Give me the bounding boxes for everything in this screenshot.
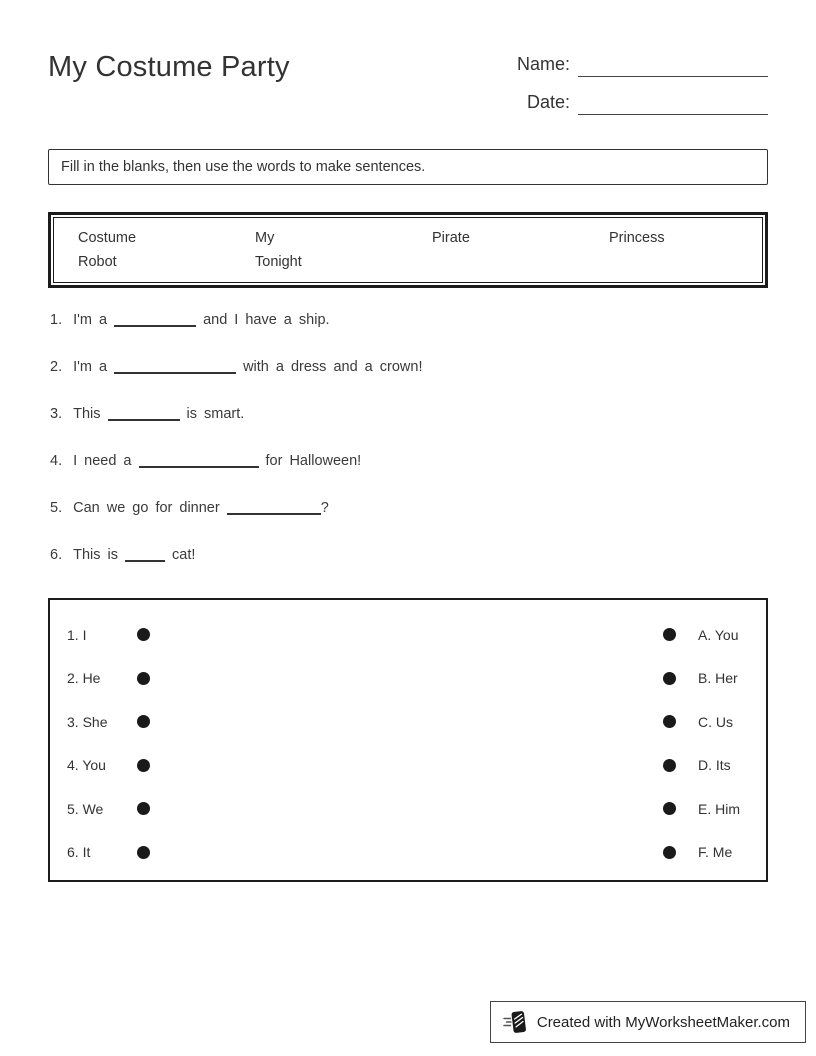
match-left-label: 3. She [67, 713, 108, 730]
sentence-1 [50, 312, 768, 359]
match-right-dot[interactable] [663, 759, 676, 772]
instruction-text: Fill in the blanks, then use the words to make sentences. [61, 159, 426, 175]
name-row [500, 50, 768, 77]
match-right-dot[interactable] [663, 628, 676, 641]
sentence-number: 4. [50, 453, 63, 469]
match-row-5 [67, 787, 754, 831]
match-left-dot[interactable] [137, 802, 150, 815]
match-right-label: A. You [698, 626, 739, 643]
match-left-label: 1. I [67, 626, 87, 643]
date-label: Date: [526, 92, 570, 112]
word-bank [48, 212, 768, 288]
match-row-6 [67, 831, 754, 875]
sentence-number: 1. [50, 312, 63, 328]
match-right-label: F. Me [698, 844, 733, 861]
date-line[interactable] [578, 89, 768, 115]
sentence-text-after: and I have a ship. [203, 312, 330, 328]
sentence-number: 3. [50, 406, 63, 422]
word-bank-inner [53, 217, 763, 283]
match-row-2 [67, 657, 754, 701]
worksheet-maker-logo-icon [503, 1009, 529, 1035]
word-bank-word: Pirate [432, 230, 470, 246]
match-left-dot[interactable] [137, 715, 150, 728]
name-line[interactable] [578, 51, 768, 77]
sentence-text-after: ? [320, 500, 329, 516]
sentence-number: 5. [50, 500, 63, 516]
fill-blank-2[interactable] [114, 359, 236, 374]
sentence-text-after: with a dress and a crown! [243, 359, 423, 375]
match-right-dot[interactable] [663, 715, 676, 728]
match-row-1 [67, 613, 754, 657]
word-bank-word: Robot [78, 254, 117, 270]
sentence-text-before: I'm a [73, 312, 108, 328]
match-right-label: E. Him [698, 800, 740, 817]
match-left-label: 4. You [67, 757, 106, 774]
matching-section [48, 598, 768, 882]
sentence-text-before: I need a [73, 453, 132, 469]
fill-blank-6[interactable] [125, 547, 165, 562]
fill-blank-3[interactable] [108, 406, 180, 421]
match-left-dot[interactable] [137, 672, 150, 685]
match-right-label: C. Us [698, 713, 733, 730]
footer-credit-text: Created with MyWorksheetMaker.com [536, 1013, 790, 1031]
sentence-number: 2. [50, 359, 63, 375]
sentence-text-after: for Halloween! [265, 453, 362, 469]
match-left-dot[interactable] [137, 846, 150, 859]
match-right-label: D. Its [698, 757, 731, 774]
match-row-3 [67, 700, 754, 744]
sentence-text-before: This [73, 406, 101, 422]
sentence-list [50, 312, 768, 594]
match-row-4 [67, 744, 754, 788]
sentence-text-before: I'm a [73, 359, 108, 375]
date-row [500, 88, 768, 115]
match-right-dot[interactable] [663, 802, 676, 815]
sentence-5 [50, 500, 768, 547]
sentence-4 [50, 453, 768, 500]
match-left-label: 5. We [67, 800, 104, 817]
match-left-label: 6. It [67, 844, 91, 861]
match-left-label: 2. He [67, 670, 101, 687]
sentence-2 [50, 359, 768, 406]
word-bank-word: Costume [78, 230, 137, 246]
match-right-dot[interactable] [663, 672, 676, 685]
instruction-box [48, 149, 768, 185]
sentence-3 [50, 406, 768, 453]
sentence-6 [50, 547, 768, 594]
page-title: My Costume Party [48, 51, 290, 83]
name-date-block [500, 50, 768, 126]
match-left-dot[interactable] [137, 759, 150, 772]
match-right-label: B. Her [698, 670, 738, 687]
sentence-text-before: Can we go for dinner [73, 500, 220, 516]
word-bank-word: Tonight [255, 254, 302, 270]
fill-blank-5[interactable] [227, 500, 321, 515]
word-bank-word: My [255, 230, 275, 246]
name-label: Name: [516, 54, 570, 74]
word-bank-word: Princess [609, 230, 665, 246]
fill-blank-4[interactable] [139, 453, 259, 468]
match-right-dot[interactable] [663, 846, 676, 859]
sentence-text-before: This is [73, 547, 118, 563]
sentence-number: 6. [50, 547, 63, 563]
match-left-dot[interactable] [137, 628, 150, 641]
sentence-text-after: cat! [172, 547, 196, 563]
fill-blank-1[interactable] [114, 312, 196, 327]
footer-credit[interactable] [490, 1001, 806, 1043]
sentence-text-after: is smart. [186, 406, 245, 422]
